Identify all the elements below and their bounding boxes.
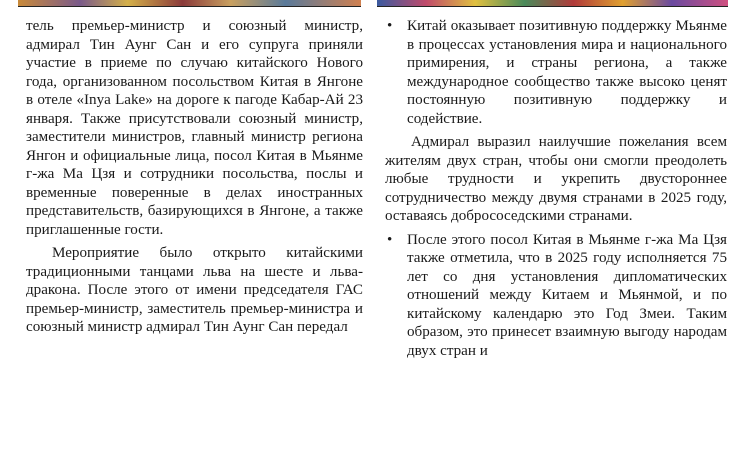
photo-strip-right (377, 0, 728, 7)
right-bullet-paragraph-1 (385, 17, 727, 128)
bullet-icon: • (387, 18, 393, 34)
bullet-icon: • (387, 231, 393, 248)
right-column (385, 17, 727, 360)
left-paragraph-1: тель премьер-министр и союзный министр, адмирал Тин Аунг Сан и его супруга приняли участие в приеме по случаю китайского Нового года, организованном посольством Китая в Янгоне в отеле «Inya Lake» на дороге к пагоде Кабар-Ай 23 января. Также присутствовали союзный министр, заместители министров, главный министр региона Янгон и официальные лица, посол Китая в Мьянме г-жа Ма Цзя и сотрудники посольства, послы и временные поверенные в делах иностранных представительств, базирующихся в Янгоне, а также приглашенные гости. (26, 18, 363, 238)
right-bullet-text-1: Китай оказывает позитивную поддержку Мьянме в процессах установления мира и национального примирения, и страны региона, а также международное сообщество также высоко ценят постоянную позитивную поддержку и содействие. (407, 18, 727, 127)
left-column (26, 17, 363, 337)
right-bullet-paragraph-3 (385, 231, 727, 361)
right-bullet-text-3: После этого посол Китая в Мьянме г-жа Ма Цзя также отметила, что в 2025 году исполняется 75 лет со дня установления дипломатических отношений между Китаем и Мьянмой, и по китайскому календарю это Год Змеи. Таким образом, это принесет взаимную выгоду народам двух стран и (407, 231, 727, 359)
right-paragraph-2: Адмирал выразил наилучшие пожелания всем жителям двух стран, чтобы они смогли преодолеть любые трудности и укрепить двустороннее сотрудничество между двумя странами в 2025 году, оставаясь добрососедскими странами. (385, 134, 727, 224)
left-paragraph-2: Мероприятие было открыто китайскими традиционными танцами льва на шесте и льва-дракона. После этого от имени председателя ГАС премьер-министр, заместитель премьер-министра и союзный министр адмирал Тин Аунг Сан передал (26, 245, 363, 335)
photo-strip-left (18, 0, 361, 7)
